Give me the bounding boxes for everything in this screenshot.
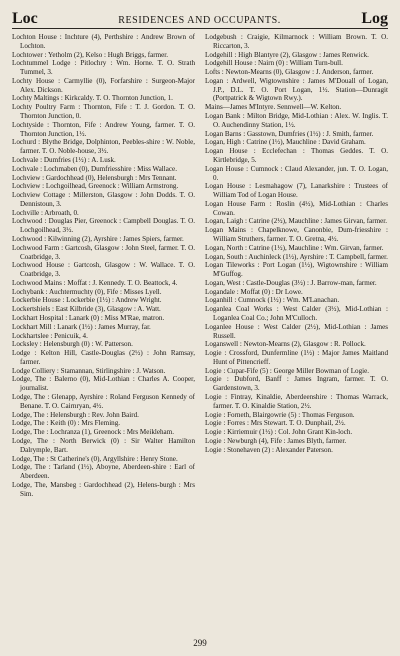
directory-entry: Lodge, The : St Catherine's (0), Argyllshire : Henry Stone. — [12, 454, 178, 463]
directory-entry: Lochtyside : Thornton, Fife : Andrew Young, farmer. T. O. Thornton Junction, 1½. — [12, 120, 195, 138]
directory-entry: Lockerbie House : Lockerbie (1½) : Andrew Wright. — [12, 296, 162, 305]
directory-entry: Logie : Crossford, Dunfermline (1½) : Major James Maitland Hunt of Pittencrieff. — [205, 349, 388, 366]
directory-entry: Logie : Fintray, Kinaldie, Aberdeenshire : Thomas Warrack, farmer. T. O. Kinaldie Station, 2½. — [205, 393, 388, 410]
directory-entry: Lochvale : Lochmaben (0), Dumfriesshire : Miss Wallace. — [12, 164, 177, 173]
directory-entry: Lodge : Kelton Hill, Castle-Douglas (2½) : John Ramsay, farmer. — [12, 349, 195, 366]
directory-entry: Logie : Dubford, Banff : James Ingram, farmer. T. O. Gardenstown, 3. — [205, 375, 388, 393]
left-column — [12, 33, 195, 627]
directory-entry: Logie : Stonehaven (2) : Alexander Paterson. — [205, 445, 333, 454]
directory-entry: Lodge, The, Mansbeg : Gardochhead (2), Helens-burgh : Mrs Sim. — [12, 480, 195, 498]
directory-entry: Loganhill : Cumnock (1½) : Wm. M'Lanachan. — [205, 296, 340, 305]
directory-entry: Lockhart Mill : Lanark (1½) : James Murray, far. — [12, 322, 151, 331]
directory-entry: Lodge, The : Keith (0) : Mrs Fleming. — [12, 419, 121, 428]
directory-entry: Lochty Maltings : Kirkcaldy. T. O. Thornton Junction, 1. — [12, 94, 173, 103]
directory-entry: Lochview : Lochgoilhead, Greenock : William Armstrong. — [12, 182, 179, 191]
directory-entry: Logie : Cupar-Fife (5) : George Miller Bowman of Logie. — [205, 366, 370, 375]
directory-entry: Loganlee House : West Calder (2½), Mid-Lothian : James Russell. — [205, 322, 388, 340]
directory-entry: Logan, High : Catrine (1½), Mauchline : David Graham. — [205, 138, 366, 147]
header-right-guideword: Log — [361, 10, 388, 27]
directory-entry: Loganswell : Newton-Mearns (2), Glasgow : R. Pollock. — [205, 340, 366, 349]
directory-entry: Logan Barns : Gasstown, Dumfries (1½) : J. Smith, farmer. — [205, 129, 374, 138]
directory-entry: Lockhartslee : Penicuik, 4. — [12, 331, 88, 340]
directory-entry: Lodge, The : Helensburgh : Rev. John Baird. — [12, 410, 139, 419]
directory-entry: Logie : Kirriemuir (1½) : Col. John Grant Kin-loch. — [205, 428, 353, 437]
directory-entry: Lochybank : Auchtermuchty (0), Fife : Misses Lyell. — [12, 287, 162, 296]
directory-entry: Logie : Forres : Mrs Stewart. T. O. Dunphail, 2½. — [205, 419, 346, 428]
directory-entry: Logan Bank : Milton Bridge, Mid-Lothian : Alex. W. Inglis. T. O. Auchendinny Station, 1½. — [205, 112, 388, 129]
directory-entry: Lochtummel Lodge : Pitlochry : Wm. Horne. T. O. Strath Tummel, 3. — [12, 59, 195, 77]
directory-entry: Lochwood : Douglas Pier, Greenock : Campbell Douglas. T. O. Lochgoilhead, 3½. — [12, 217, 195, 235]
directory-entry: Logan House Farm : Roslin (4½), Mid-Lothian : Charles Cowan. — [205, 199, 388, 217]
right-column — [205, 33, 388, 627]
directory-entry: Logan, Laigh : Catrine (2½), Mauchline : James Girvan, farmer. — [205, 217, 388, 226]
directory-entry: Lockertshiels : East Kilbride (3), Glasgow : A. Watt. — [12, 305, 161, 314]
directory-entry: Logan Tileworks : Port Logan (1½), Wigtownshire : William M'Guffog. — [205, 261, 388, 279]
directory-entry: Logandale : Moffat (0) : Dr Lowe. — [205, 287, 303, 296]
directory-entry: Logan House : Lesmahagow (7), Lanarkshire : Trustees of William Tod of Logan House. — [205, 182, 388, 200]
directory-entry: Logan, South : Auchinleck (1½), Ayrshire : T. Campbell, farmer. — [205, 252, 388, 261]
directory-entry: Lodge, The : Lochranza (1), Greenock : Mrs Meikleham. — [12, 428, 174, 437]
directory-entry: Logan House : Ecclefechan : Thomas Geddes. T. O. Kirtlebridge, 5. — [205, 147, 388, 164]
directory-entry: Logie : Newburgh (4), Fife : James Blyth, farmer. — [205, 436, 347, 445]
directory-entry: Lochtower : Yetholm (2), Kelso : Hugh Briggs, farmer. — [12, 50, 169, 59]
header-title: RESIDENCES AND OCCUPANTS. — [118, 15, 281, 26]
directory-entry: Lochwood : Kilwinning (2), Ayrshire : James Spiers, farmer. — [12, 234, 184, 243]
page-number: 299 — [193, 638, 207, 648]
directory-entry: Lodgehill : High Blantyre (2), Glasgow : James Renwick. — [205, 50, 369, 59]
directory-entry: Locksley : Helensburgh (0) : W. Patterson. — [12, 340, 133, 349]
directory-entry: Lochvale : Dumfries (1½) : A. Lusk. — [12, 155, 116, 164]
directory-entry: Logan, West : Castle-Douglas (3½) : J. Barrow-man, farmer. — [205, 278, 377, 287]
directory-entry: Lofts : Newton-Mearns (0), Glasgow : J. Anderson, farmer. — [205, 68, 374, 77]
directory-entry: Lodge, The : North Berwick (0) : Sir Walter Hamilton Dalrymple, Bart. — [12, 436, 195, 454]
directory-entry: Loganlea Coal Works : West Calder (3½), Mid-Lothian : Loganlea Coal Co.; John M'Culloch. — [205, 305, 388, 322]
directory-entry: Lodge, The : Tarland (1½), Aboyne, Aberdeen-shire : Earl of Aberdeen. — [12, 463, 195, 481]
directory-entry: Logan House : Cumnock : Claud Alexander, jun. T. O. Logan, 0. — [205, 164, 388, 182]
directory-entry: Lodge, The : Balerno (0), Mid-Lothian : Charles A. Cooper, journalist. — [12, 375, 195, 393]
page-header — [12, 6, 388, 29]
directory-entry: Lodge Colliery : Stamannan, Stirlingshire : J. Watson. — [12, 366, 166, 375]
directory-entry: Lochty Poultry Farm : Thornton, Fife : T. J. Gordon. T. O. Thornton Junction, 0. — [12, 103, 195, 121]
directory-entry: Lochwood Farm : Gartcosh, Glasgow : John Steel, farmer. T. O. Coatbridge, 3. — [12, 243, 195, 261]
directory-entry: Lochview : Gardochhead (0), Helensburgh : Mrs Tennant. — [12, 173, 177, 182]
directory-entry: Lochview Cottage : Millerston, Glasgow : John Dodds. T. O. Dennistoun, 3. — [12, 191, 195, 208]
directory-entry: Lochwood Mains : Moffat : J. Kennedy. T. O. Beattock, 4. — [12, 278, 178, 287]
directory-entry: Lochwood House : Gartcosh, Glasgow : W. Wallace. T. O. Coatbridge, 3. — [12, 261, 195, 279]
directory-entry: Logan, North : Catrine (1½), Mauchline : Wm. Girvan, farmer. — [205, 243, 384, 252]
directory-entry: Logan : Ardwell, Wigtownshire : James M'Douall of Logan, J.P., D.L. T. O. Port Logan, 1½. Station—Dunragit (Portpatrick & Wigtown Rwy.). — [205, 76, 388, 103]
directory-entry: Logie : Forneth, Blairgowrie (5) : Thomas Ferguson. — [205, 410, 355, 419]
directory-entry: Lodgebush : Craigie, Kilmarnock : William Brown. T. O. Riccarton, 3. — [205, 33, 388, 50]
header-left-guideword: Loc — [12, 10, 38, 27]
directory-entry: Mains—James M'Intyre. Sennwell—W. Kelton. — [205, 103, 342, 112]
entry-columns — [12, 33, 388, 627]
directory-entry: Lockhart Hospital : Lanark (0) : Miss M'Rae, matron. — [12, 314, 165, 322]
directory-entry: Lochty House : Carmyllie (0), Forfarshire : Surgeon-Major Alex. Dickson. — [12, 76, 195, 94]
directory-entry: Lochurd : Blythe Bridge, Dolphinton, Peebles-shire : W. Noble, farmer. T. O. Noble-house, 3½. — [12, 138, 195, 156]
directory-entry: Lochville : Arbroath, 0. — [12, 208, 79, 217]
directory-entry: Logan Mains : Chapelknowe, Canonbie, Dum-friesshire : William Struthers, farmer. T. O. Gretna, 4½. — [205, 226, 388, 243]
directory-entry: Lodge, The : Glenapp, Ayrshire : Roland Ferguson Kennedy of Benane. T. O. Cairnryan, 4½. — [12, 393, 195, 410]
directory-entry: Lochton House : Inchture (4), Perthshire : Andrew Brown of Lochton. — [12, 33, 195, 50]
directory-entry: Lodgehill House : Nairn (0) : William Turn-bull. — [205, 59, 343, 68]
